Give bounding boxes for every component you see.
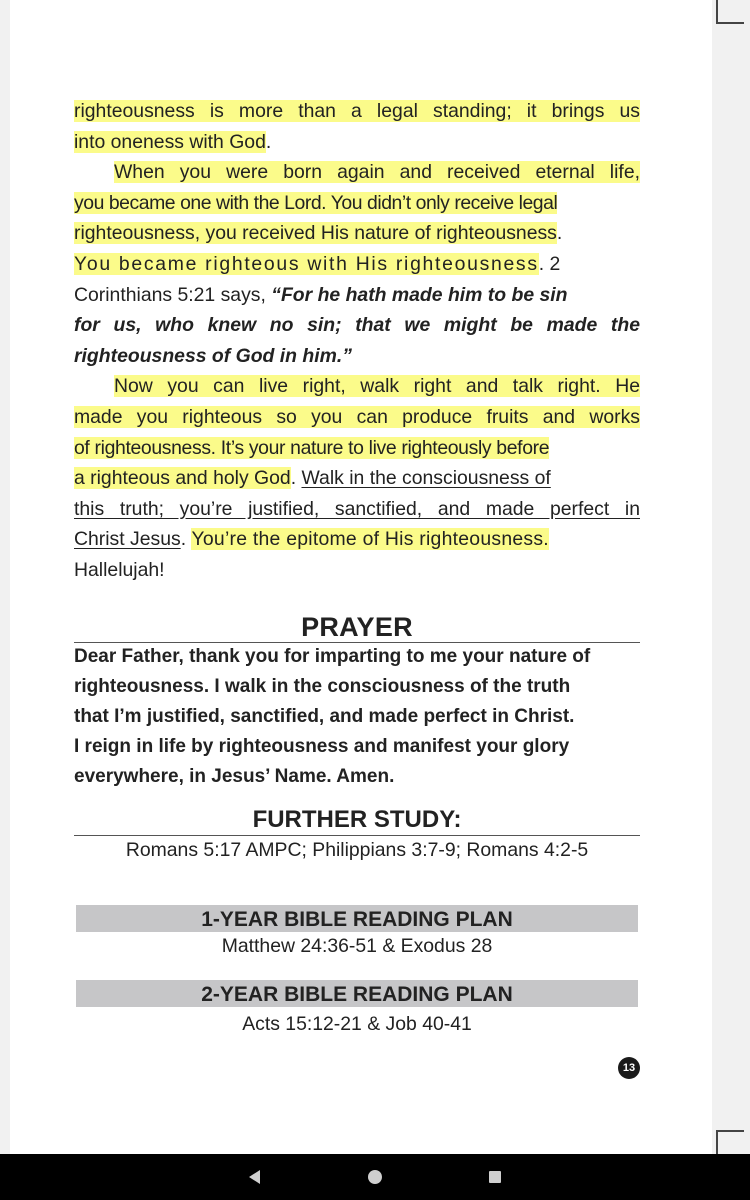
reading-plan-1-year-title: 1-YEAR BIBLE READING PLAN [76, 905, 638, 932]
text-line [74, 433, 640, 464]
text-line [74, 555, 640, 586]
text-line [74, 524, 640, 555]
back-button[interactable] [225, 1154, 285, 1200]
highlighted-text: of righteousness. It’s your nature to live righteously before [74, 436, 550, 459]
highlighted-text: You’re the epitome of His righteousness. [191, 528, 549, 551]
text-run: . [180, 528, 192, 551]
highlighted-text: you became one with the Lord. You didn’t only receive legal [74, 191, 558, 214]
highlighted-text: made you righteous so you can produce fruits and works [74, 405, 640, 428]
highlighted-text: righteousness, you received His nature of righteousness [74, 222, 557, 245]
page-number-badge: 13 [618, 1057, 640, 1079]
home-button[interactable] [345, 1154, 405, 1200]
recent-apps-icon [489, 1171, 501, 1183]
text-run: . [290, 467, 302, 490]
text-line [74, 188, 640, 219]
reading-plan-2-year-title: 2-YEAR BIBLE READING PLAN [76, 980, 638, 1007]
text-line [74, 402, 640, 433]
highlighted-text: Now you can live right, walk right and talk right. He [114, 375, 640, 398]
text-line [74, 280, 640, 311]
highlighted-text: You became righteous with His righteousness [74, 252, 539, 275]
text-run: . [265, 130, 272, 153]
text-line [74, 463, 640, 494]
text-line [74, 494, 640, 525]
text-line [74, 371, 640, 402]
scripture-quote: “For he hath made him to be sin [271, 283, 568, 306]
text-line [74, 218, 640, 249]
page-corner-marker [716, 0, 744, 24]
scripture-quote: righteousness of God in him.” [74, 344, 352, 367]
prayer-heading: PRAYER [301, 612, 413, 642]
text-run: Corinthians 5:21 says, [74, 283, 272, 306]
prayer-line: righteousness. I walk in the consciousness of the truth [74, 676, 571, 697]
text-line [74, 249, 640, 280]
prayer-line: that I’m justified, sanctified, and made perfect in Christ. [74, 706, 575, 727]
further-study-heading: FURTHER STUDY: [252, 806, 462, 833]
highlighted-text: When you were born again and received eternal life, [114, 161, 640, 184]
recent-apps-button[interactable] [465, 1154, 525, 1200]
further-study-refs: Romans 5:17 AMPC; Philippians 3:7-9; Romans 4:2-5 [125, 839, 589, 861]
home-icon [368, 1170, 382, 1184]
prayer-line: I reign in life by righteousness and manifest your glory [74, 736, 570, 757]
text-run: . [556, 222, 563, 245]
text-line [74, 127, 640, 158]
underlined-text: this truth; you’re justified, sanctified, and made perfect in [74, 497, 640, 520]
devotional-body [74, 96, 640, 586]
prayer-line: everywhere, in Jesus’ Name. Amen. [74, 766, 395, 787]
text-run: . 2 [538, 252, 561, 275]
page-corner-marker [716, 1130, 744, 1156]
back-icon [249, 1170, 260, 1184]
further-study-divider [74, 835, 640, 836]
text-line [74, 96, 640, 127]
highlighted-text: a righteous and holy God [74, 467, 291, 490]
reading-plan-1-year-refs: Matthew 24:36-51 & Exodus 28 [221, 935, 493, 957]
prayer-text [74, 642, 640, 792]
reading-plan-2-year-refs: Acts 15:12-21 & Job 40-41 [242, 1013, 472, 1035]
scripture-quote: for us, who knew no sin; that we might be made the [74, 314, 640, 337]
highlighted-text: into oneness with God [74, 130, 266, 153]
prayer-line: Dear Father, thank you for imparting to me your nature of [74, 646, 591, 667]
text-line [74, 341, 640, 372]
underlined-text: Walk in the consciousness of [301, 467, 551, 490]
highlighted-text: righteousness is more than a legal standing; it brings us [74, 100, 640, 122]
underlined-text: Christ Jesus [74, 528, 181, 551]
text-run: Hallelujah! [74, 558, 165, 581]
text-line [74, 310, 640, 341]
text-line [74, 157, 640, 188]
android-navigation-bar [0, 1154, 750, 1200]
